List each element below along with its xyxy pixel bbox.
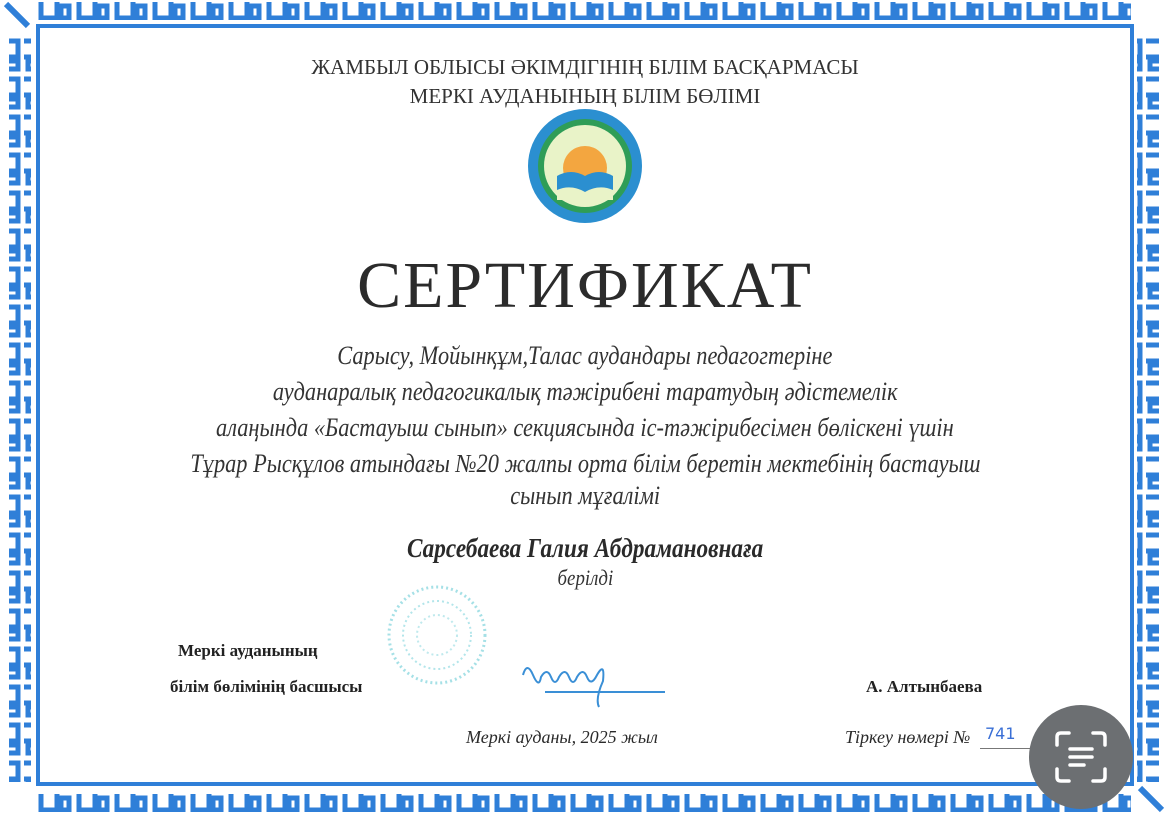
body-line: Тұрар Рысқұлов атындағы №20 жалпы орта білім беретін мектебінің бастауыш — [189, 449, 981, 478]
header-line-2: МЕРКІ АУДАНЫНЫҢ БІЛІМ БӨЛІМІ — [409, 84, 761, 108]
certificate-title: СЕРТИФИКАТ — [357, 249, 813, 322]
body-line: сынып мұғалімі — [510, 481, 660, 510]
recipient-name: Сарсебаева Галия Абдрамановнаға — [406, 533, 764, 563]
given-text: берілді — [557, 565, 613, 590]
header-line-1: ЖАМБЫЛ ОБЛЫСЫ ӘКІМДІГІНІҢ БІЛІМ БАСҚАРМАСЫ — [311, 55, 859, 79]
registration-number: 741 — [985, 724, 1016, 743]
body-line: алаңында «Бастауыш сынып» секциясында іс-тәжірибесімен бөліскені үшін — [216, 413, 954, 442]
signature — [515, 650, 675, 710]
text-scan-button[interactable] — [1029, 705, 1133, 809]
stamp-seal — [375, 585, 505, 685]
signatory-role-line-2: білім бөлімінің басшысы — [170, 677, 363, 696]
registration-label: Тіркеу нөмері № — [845, 727, 971, 747]
signatory-role-line-1: Меркі ауданының — [178, 641, 318, 660]
body-line: Сарысу, Мойынқұм,Талас аудандары педагогтеріне — [337, 341, 833, 370]
body-line: ауданаралық педагогикалық тәжірибені таратудың әдістемелік — [272, 377, 898, 406]
place-year: Меркі ауданы, 2025 жыл — [466, 727, 658, 747]
signatory-name: А. Алтынбаева — [866, 677, 983, 696]
text-scan-icon — [1053, 729, 1109, 785]
emblem-logo — [527, 108, 643, 224]
